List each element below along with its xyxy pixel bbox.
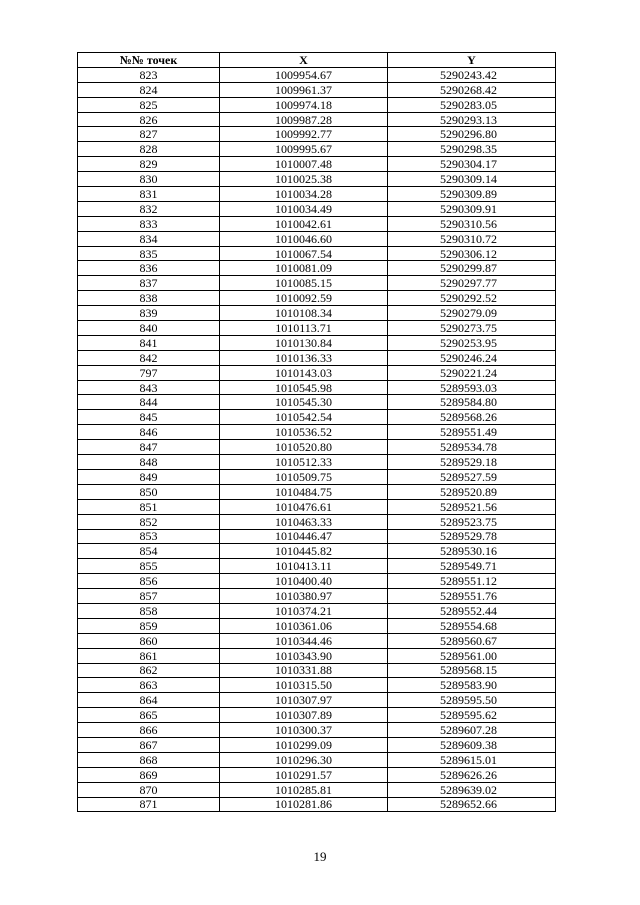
y-coordinate-cell: 5290243.42 [388,67,556,82]
x-coordinate-cell: 1010380.97 [220,589,388,604]
point-number-cell: 856 [78,574,220,589]
y-coordinate-cell: 5289652.66 [388,797,556,812]
header-y: Y [388,53,556,68]
point-number-cell: 858 [78,603,220,618]
y-coordinate-cell: 5290273.75 [388,321,556,336]
table-row [78,559,556,574]
y-coordinate-cell: 5289530.16 [388,544,556,559]
y-coordinate-cell: 5290268.42 [388,82,556,97]
x-coordinate-cell: 1010343.90 [220,648,388,663]
y-coordinate-cell: 5289615.01 [388,752,556,767]
y-coordinate-cell: 5290292.52 [388,291,556,306]
table-row [78,410,556,425]
x-coordinate-cell: 1010344.46 [220,633,388,648]
y-coordinate-cell: 5289529.78 [388,529,556,544]
point-number-cell: 825 [78,97,220,112]
table-row [78,216,556,231]
table-row [78,306,556,321]
table-row [78,231,556,246]
point-number-cell: 865 [78,708,220,723]
point-number-cell: 829 [78,157,220,172]
y-coordinate-cell: 5289561.00 [388,648,556,663]
x-coordinate-cell: 1010374.21 [220,603,388,618]
y-coordinate-cell: 5290283.05 [388,97,556,112]
y-coordinate-cell: 5290310.72 [388,231,556,246]
x-coordinate-cell: 1010400.40 [220,574,388,589]
table-header-row [78,53,556,68]
x-coordinate-cell: 1010025.38 [220,172,388,187]
x-coordinate-cell: 1010034.28 [220,187,388,202]
x-coordinate-cell: 1010136.33 [220,350,388,365]
x-coordinate-cell: 1009974.18 [220,97,388,112]
table-row [78,425,556,440]
point-number-cell: 854 [78,544,220,559]
x-coordinate-cell: 1010509.75 [220,469,388,484]
table-row [78,589,556,604]
x-coordinate-cell: 1010331.88 [220,663,388,678]
table-row [78,97,556,112]
y-coordinate-cell: 5290306.12 [388,246,556,261]
y-coordinate-cell: 5289521.56 [388,499,556,514]
x-coordinate-cell: 1009954.67 [220,67,388,82]
y-coordinate-cell: 5290293.13 [388,112,556,127]
y-coordinate-cell: 5290310.56 [388,216,556,231]
coordinates-table [77,52,556,812]
y-coordinate-cell: 5289568.26 [388,410,556,425]
point-number-cell: 835 [78,246,220,261]
point-number-cell: 859 [78,618,220,633]
y-coordinate-cell: 5289549.71 [388,559,556,574]
point-number-cell: 843 [78,380,220,395]
table-row [78,618,556,633]
table-row [78,633,556,648]
point-number-cell: 862 [78,663,220,678]
point-number-cell: 836 [78,261,220,276]
y-coordinate-cell: 5289529.18 [388,455,556,470]
y-coordinate-cell: 5290299.87 [388,261,556,276]
x-coordinate-cell: 1010299.09 [220,737,388,752]
x-coordinate-cell: 1010484.75 [220,484,388,499]
point-number-cell: 841 [78,335,220,350]
point-number-cell: 823 [78,67,220,82]
table-row [78,380,556,395]
y-coordinate-cell: 5289583.90 [388,678,556,693]
x-coordinate-cell: 1009995.67 [220,142,388,157]
x-coordinate-cell: 1010108.34 [220,306,388,321]
x-coordinate-cell: 1010361.06 [220,618,388,633]
x-coordinate-cell: 1010042.61 [220,216,388,231]
y-coordinate-cell: 5289520.89 [388,484,556,499]
header-point-number: №№ точек [78,53,220,68]
x-coordinate-cell: 1010545.30 [220,395,388,410]
point-number-cell: 869 [78,767,220,782]
table-row [78,291,556,306]
y-coordinate-cell: 5290246.24 [388,350,556,365]
y-coordinate-cell: 5290279.09 [388,306,556,321]
x-coordinate-cell: 1010542.54 [220,410,388,425]
x-coordinate-cell: 1010143.03 [220,365,388,380]
point-number-cell: 842 [78,350,220,365]
table-row [78,261,556,276]
y-coordinate-cell: 5290296.80 [388,127,556,142]
x-coordinate-cell: 1010092.59 [220,291,388,306]
table-row [78,276,556,291]
table-row [78,678,556,693]
table-row [78,544,556,559]
point-number-cell: 838 [78,291,220,306]
x-coordinate-cell: 1010081.09 [220,261,388,276]
x-coordinate-cell: 1010067.54 [220,246,388,261]
y-coordinate-cell: 5289527.59 [388,469,556,484]
table-row [78,82,556,97]
table-row [78,67,556,82]
point-number-cell: 864 [78,693,220,708]
table-row [78,648,556,663]
point-number-cell: 853 [78,529,220,544]
x-coordinate-cell: 1010463.33 [220,514,388,529]
table-row [78,335,556,350]
table-row [78,574,556,589]
y-coordinate-cell: 5290309.14 [388,172,556,187]
x-coordinate-cell: 1010446.47 [220,529,388,544]
y-coordinate-cell: 5289551.49 [388,425,556,440]
table-row [78,514,556,529]
table-row [78,782,556,797]
page-number: 19 [313,849,327,864]
y-coordinate-cell: 5290253.95 [388,335,556,350]
x-coordinate-cell: 1010445.82 [220,544,388,559]
table-row [78,142,556,157]
header-x: X [220,53,388,68]
point-number-cell: 848 [78,455,220,470]
table-row [78,708,556,723]
x-coordinate-cell: 1010007.48 [220,157,388,172]
point-number-cell: 871 [78,797,220,812]
point-number-cell: 851 [78,499,220,514]
y-coordinate-cell: 5289593.03 [388,380,556,395]
x-coordinate-cell: 1010296.30 [220,752,388,767]
y-coordinate-cell: 5289626.26 [388,767,556,782]
table-row [78,499,556,514]
table-row [78,663,556,678]
table-row [78,767,556,782]
point-number-cell: 831 [78,187,220,202]
y-coordinate-cell: 5289523.75 [388,514,556,529]
point-number-cell: 866 [78,723,220,738]
point-number-cell: 861 [78,648,220,663]
table-row [78,157,556,172]
y-coordinate-cell: 5289551.12 [388,574,556,589]
y-coordinate-cell: 5289607.28 [388,723,556,738]
point-number-cell: 827 [78,127,220,142]
point-number-cell: 863 [78,678,220,693]
y-coordinate-cell: 5289584.80 [388,395,556,410]
table-row [78,440,556,455]
point-number-cell: 840 [78,321,220,336]
x-coordinate-cell: 1010281.86 [220,797,388,812]
table-row [78,350,556,365]
point-number-cell: 826 [78,112,220,127]
y-coordinate-cell: 5289595.62 [388,708,556,723]
table-row [78,484,556,499]
point-number-cell: 850 [78,484,220,499]
y-coordinate-cell: 5289609.38 [388,737,556,752]
x-coordinate-cell: 1010300.37 [220,723,388,738]
table-row [78,172,556,187]
x-coordinate-cell: 1010285.81 [220,782,388,797]
point-number-cell: 844 [78,395,220,410]
x-coordinate-cell: 1009992.77 [220,127,388,142]
point-number-cell: 824 [78,82,220,97]
table-row [78,365,556,380]
x-coordinate-cell: 1010291.57 [220,767,388,782]
point-number-cell: 833 [78,216,220,231]
point-number-cell: 855 [78,559,220,574]
y-coordinate-cell: 5290297.77 [388,276,556,291]
y-coordinate-cell: 5290309.91 [388,201,556,216]
table-row [78,455,556,470]
x-coordinate-cell: 1010512.33 [220,455,388,470]
table-row [78,723,556,738]
x-coordinate-cell: 1010085.15 [220,276,388,291]
y-coordinate-cell: 5290304.17 [388,157,556,172]
point-number-cell: 852 [78,514,220,529]
table-row [78,737,556,752]
x-coordinate-cell: 1009987.28 [220,112,388,127]
point-number-cell: 832 [78,201,220,216]
point-number-cell: 867 [78,737,220,752]
y-coordinate-cell: 5289568.15 [388,663,556,678]
point-number-cell: 830 [78,172,220,187]
y-coordinate-cell: 5289534.78 [388,440,556,455]
table-row [78,469,556,484]
y-coordinate-cell: 5290309.89 [388,187,556,202]
x-coordinate-cell: 1010413.11 [220,559,388,574]
point-number-cell: 870 [78,782,220,797]
point-number-cell: 837 [78,276,220,291]
point-number-cell: 839 [78,306,220,321]
table-row [78,529,556,544]
point-number-cell: 860 [78,633,220,648]
x-coordinate-cell: 1010307.97 [220,693,388,708]
table-row [78,127,556,142]
point-number-cell: 846 [78,425,220,440]
x-coordinate-cell: 1010034.49 [220,201,388,216]
x-coordinate-cell: 1010130.84 [220,335,388,350]
point-number-cell: 857 [78,589,220,604]
table-row [78,395,556,410]
x-coordinate-cell: 1010545.98 [220,380,388,395]
y-coordinate-cell: 5289554.68 [388,618,556,633]
point-number-cell: 849 [78,469,220,484]
x-coordinate-cell: 1010476.61 [220,499,388,514]
table-row [78,112,556,127]
x-coordinate-cell: 1010046.60 [220,231,388,246]
x-coordinate-cell: 1010307.89 [220,708,388,723]
y-coordinate-cell: 5290221.24 [388,365,556,380]
point-number-cell: 845 [78,410,220,425]
y-coordinate-cell: 5289595.50 [388,693,556,708]
x-coordinate-cell: 1010520.80 [220,440,388,455]
table-row [78,246,556,261]
table-row [78,797,556,812]
x-coordinate-cell: 1010536.52 [220,425,388,440]
table-row [78,187,556,202]
point-number-cell: 847 [78,440,220,455]
y-coordinate-cell: 5289552.44 [388,603,556,618]
point-number-cell: 834 [78,231,220,246]
y-coordinate-cell: 5289639.02 [388,782,556,797]
table-body [78,67,556,812]
y-coordinate-cell: 5290298.35 [388,142,556,157]
table-row [78,752,556,767]
point-number-cell: 828 [78,142,220,157]
x-coordinate-cell: 1010315.50 [220,678,388,693]
y-coordinate-cell: 5289560.67 [388,633,556,648]
point-number-cell: 868 [78,752,220,767]
x-coordinate-cell: 1010113.71 [220,321,388,336]
table-row [78,693,556,708]
y-coordinate-cell: 5289551.76 [388,589,556,604]
table-row [78,603,556,618]
x-coordinate-cell: 1009961.37 [220,82,388,97]
table-row [78,201,556,216]
table-row [78,321,556,336]
point-number-cell: 797 [78,365,220,380]
